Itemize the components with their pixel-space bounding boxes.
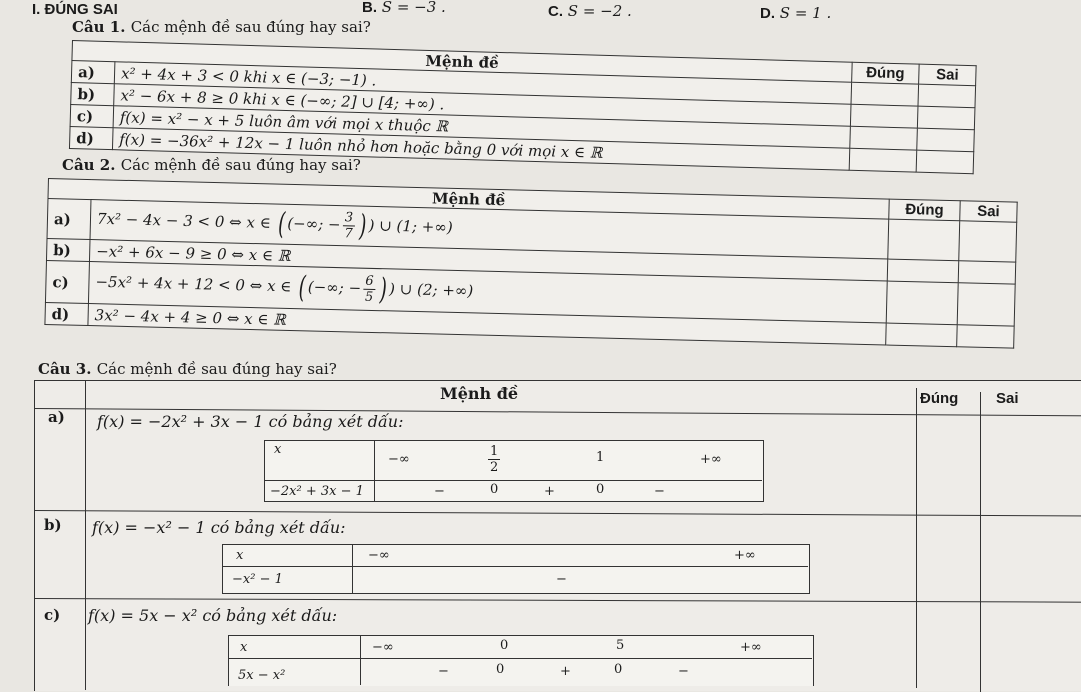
q3-a-half: $\frac{1}{2}$	[490, 444, 499, 475]
q1-a-false-cell[interactable]	[918, 84, 976, 108]
q3-a-one: 1	[596, 450, 605, 465]
q2-row-a: a) 7x² − 4x − 3 < 0 ⇔ x ∈ ( (−∞; − $\frac{3}{7}$ ) ) ∪ (1; +∞)	[47, 199, 1017, 263]
q3-c-zero-2: 0	[614, 662, 623, 677]
q3-c-zero-1: 0	[496, 662, 505, 677]
q3-b-fx-label: −x² − 1	[232, 572, 283, 587]
q3-c-fx-label: 5x − x²	[238, 668, 286, 683]
q2-a-true-cell[interactable]	[888, 219, 960, 261]
q2-a-false-cell[interactable]	[959, 221, 1017, 262]
q1-d-false-cell[interactable]	[916, 150, 974, 174]
q2-title: Câu 2. Các mệnh đề sau đúng hay sai?	[62, 156, 361, 174]
q1-d-true-cell[interactable]	[849, 148, 917, 172]
q3-c-ninf: −∞	[372, 640, 394, 655]
q3-col-true: Đúng	[920, 390, 959, 407]
q3-statement-b: f(x) = −x² − 1 có bảng xét dấu:	[92, 518, 346, 537]
q2-col-false: Sai	[960, 201, 1017, 222]
q1-col-false: Sai	[919, 64, 977, 86]
q3-b-sign-hline	[222, 566, 808, 567]
q1-b-false-cell[interactable]	[917, 106, 975, 130]
q2-row-c: c) −5x² + 4x + 12 < 0 ⇔ x ∈ ( (−∞; − $\frac{6}{5}$ ) ) ∪ (2; +∞)	[45, 260, 1015, 326]
q3-a-sign-hline	[264, 480, 762, 481]
q3-b-pinf: +∞	[734, 548, 756, 563]
q3-a-sign-3: −	[654, 484, 665, 499]
q2-col-prop: Mệnh đề	[48, 179, 889, 220]
option-c: C. S = −2 .	[548, 2, 632, 20]
q2-b-false-cell[interactable]	[958, 261, 1016, 284]
q1-statement-c: f(x) = x² − x + 5 luôn âm với mọi x thuộc ℝ	[113, 106, 850, 149]
q3-c-sign-1: −	[438, 664, 449, 679]
q3-c-sign-2: +	[560, 664, 571, 679]
q1-table	[69, 40, 977, 174]
q3-c-five: 5	[616, 638, 625, 653]
q3-a-sign-1: −	[434, 484, 445, 499]
q3-b-x-label: x	[236, 548, 244, 563]
q3-c-x-label: x	[240, 640, 248, 655]
q1-row-c: c) f(x) = x² − x + 5 luôn âm với mọi x thuộc ℝ	[70, 104, 974, 151]
q2-d-true-cell[interactable]	[886, 323, 958, 347]
q2-statement-d: 3x² − 4x + 4 ≥ 0 ⇔ x ∈ ℝ	[88, 304, 886, 345]
q3-label-c: c)	[44, 606, 61, 624]
q3-label-a: a)	[48, 408, 65, 426]
q1-row-b: b) x² − 6x + 8 ≥ 0 khi x ∈ (−∞; 2] ∪ [4; +∞) .	[71, 82, 975, 129]
q1-col-true: Đúng	[852, 62, 920, 84]
q3-a-sign-vline	[374, 440, 375, 501]
q3-statement-a: f(x) = −2x² + 3x − 1 có bảng xét dấu:	[97, 412, 404, 431]
option-b: B. S = −3 .	[362, 0, 446, 16]
q2-d-false-cell[interactable]	[957, 325, 1015, 348]
q3-a-x-label: x	[274, 442, 282, 457]
q3-b-ninf: −∞	[368, 548, 390, 563]
q3-c-sign-table	[228, 635, 814, 686]
q2-row-d: d) 3x² − 4x + 4 ≥ 0 ⇔ x ∈ ℝ	[45, 302, 1014, 348]
q3-col-divider	[85, 380, 86, 690]
q3-c-zero-x: 0	[500, 638, 509, 653]
q3-a-sign-2: +	[544, 484, 555, 499]
q1-c-false-cell[interactable]	[917, 128, 975, 152]
q1-a-true-cell[interactable]	[851, 82, 919, 106]
section-heading: I. ĐÚNG SAI	[32, 1, 118, 18]
q2-b-true-cell[interactable]	[887, 259, 959, 283]
q3-col-divider-3	[980, 392, 981, 692]
q2-statement-b: −x² + 6x − 9 ≥ 0 ⇔ x ∈ ℝ	[89, 240, 887, 281]
q1-title: Câu 1. Các mệnh đề sau đúng hay sai?	[72, 18, 371, 36]
q1-row-a: a) x² + 4x + 3 < 0 khi x ∈ (−3; −1) .	[71, 61, 975, 108]
q3-label-b: b)	[44, 516, 62, 534]
q2-statement-c: −5x² + 4x + 12 < 0 ⇔ x ∈ ( (−∞; − $\frac{6}{5}$ ) ) ∪ (2; +∞)	[88, 262, 887, 323]
q2-row-b: b) −x² + 6x − 9 ≥ 0 ⇔ x ∈ ℝ	[46, 238, 1015, 284]
q1-b-true-cell[interactable]	[850, 104, 918, 128]
q2-statement-a: 7x² − 4x − 3 < 0 ⇔ x ∈ ( (−∞; − $\frac{3}{7}$ ) ) ∪ (1; +∞)	[90, 200, 889, 259]
q1-statement-d: f(x) = −36x² + 12x − 1 luôn nhỏ hơn hoặc bằng 0 với mọi x ∈ ℝ	[112, 128, 849, 171]
q3-b-sign-1: −	[556, 572, 567, 587]
q3-c-sign-3: −	[678, 664, 689, 679]
q3-c-sign-hline	[228, 658, 812, 659]
q3-a-pinf: +∞	[700, 452, 722, 467]
q2-col-true: Đúng	[889, 199, 960, 221]
q1-statement-a: x² + 4x + 3 < 0 khi x ∈ (−3; −1) .	[114, 62, 851, 105]
q1-col-prop: Mệnh đề	[72, 41, 852, 83]
option-d: D. S = 1 .	[760, 4, 832, 22]
q3-statement-c: f(x) = 5x − x² có bảng xét dấu:	[88, 606, 338, 625]
q1-statement-b: x² − 6x + 8 ≥ 0 khi x ∈ (−∞; 2] ∪ [4; +∞) .	[114, 84, 851, 127]
q2-table	[44, 178, 1017, 349]
q3-b-sign-table	[222, 544, 810, 594]
q3-a-fx-label: −2x² + 3x − 1	[270, 484, 364, 499]
q2-c-false-cell[interactable]	[957, 283, 1015, 326]
q1-row-d: d) f(x) = −36x² + 12x − 1 luôn nhỏ hơn hoặc bằng 0 với mọi x ∈ ℝ	[69, 126, 973, 173]
q3-c-pinf: +∞	[740, 640, 762, 655]
q3-a-zero-1: 0	[490, 482, 499, 497]
q3-col-false: Sai	[996, 390, 1019, 407]
q3-col-prop: Mệnh đề	[440, 384, 519, 403]
q3-title: Câu 3. Các mệnh đề sau đúng hay sai?	[38, 360, 337, 378]
q3-a-zero-2: 0	[596, 482, 605, 497]
q1-c-true-cell[interactable]	[850, 126, 918, 150]
q3-b-sign-vline	[352, 544, 353, 593]
q3-c-sign-vline	[360, 635, 361, 685]
q3-a-ninf: −∞	[388, 452, 410, 467]
q3-col-divider-2	[916, 388, 917, 688]
q2-c-true-cell[interactable]	[886, 281, 958, 325]
